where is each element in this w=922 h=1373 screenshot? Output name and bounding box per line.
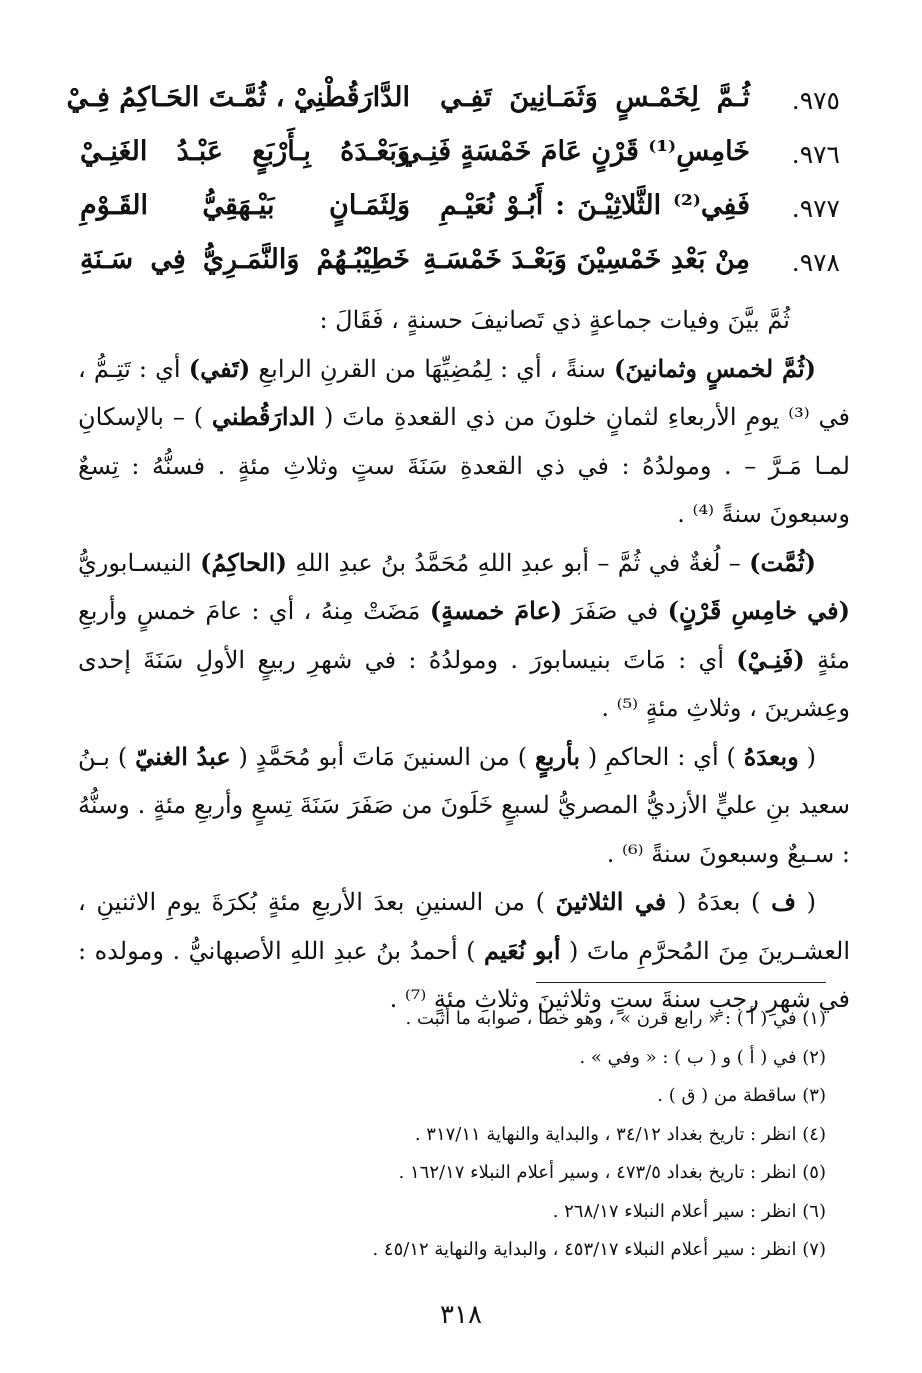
verse-number: ٩٧٥. xyxy=(791,86,840,115)
footnote-3: (٣) ساقطة من ( ق ) . xyxy=(657,1085,826,1106)
verse-first-hemistich: مِنْ بَعْدِ خَمْسِيْنَ وَبَعْـدَ خَمْسَـةِ xyxy=(423,244,750,275)
verse-quote: أبو نُعَيم xyxy=(484,935,561,965)
commentary-paragraph xyxy=(78,539,850,733)
verse-quote: (ثُمَّت) xyxy=(749,547,817,577)
verse-first-hemistich: خَامِسِ⁽¹⁾ قَرْنٍ عَامَ خَمْسَةٍ فَنِـي xyxy=(399,136,750,167)
verse-977 xyxy=(70,190,840,240)
verse-number: ٩٧٨. xyxy=(791,248,840,277)
footnote-1: (١) في ( أ ) : « رابع قرن » ، وهو خطأ ، صوابه ما أثبت . xyxy=(405,1008,826,1029)
page-number: ٣١٨ xyxy=(440,1300,482,1330)
footnote-7: (٧) انظر : سير أعلام النبلاء ٤٥٣/١٧ ، والبداية والنهاية ٤٥/١٢ . xyxy=(372,1239,826,1260)
commentary-run: ( xyxy=(795,888,816,916)
footnotes-list xyxy=(146,1000,826,1270)
verse-quote: ف xyxy=(771,887,796,916)
footnote-5: (٥) انظر : تاريخ بغداد ٤٧٣/٥ ، وسير أعلام النبلاء ١٦٢/١٧ . xyxy=(398,1162,826,1183)
verse-first-hemistich: ثُـمَّ لِخَمْـسٍ وَثَمَـانِينَ تَفِـي xyxy=(440,82,750,113)
verse-976 xyxy=(70,136,840,186)
commentary-run: النيسـابوريُّ xyxy=(78,548,201,577)
commentary-run: مَضَتْ مِنهُ ، أي : عامَ خمسٍ وأربعِ مئةٍ xyxy=(78,597,850,674)
verse-quote: (فَنِـيْ) xyxy=(736,644,805,674)
verse-quote: وبعدَهُ xyxy=(743,741,799,771)
verse-quote: عبدُ الغنيّ xyxy=(135,741,231,771)
commentary-paragraph xyxy=(78,345,850,539)
verse-second-hemistich: وَلِثَمَـانٍ بَيْـهَقِيُّ القَـوْمِ xyxy=(80,190,410,221)
verse-second-hemistich: وَبَعْـدَهُ بِـأَرْبَعٍ عَبْـدُ الغَنِـيْ xyxy=(80,136,410,167)
verse-975 xyxy=(66,82,840,132)
footnote-6: (٦) انظر : سير أعلام النبلاء ٢٦٨/١٧ . xyxy=(552,1200,826,1222)
commentary-run: – لُغةٌ في ثُمَّ – أبو عبدِ اللهِ مُحَمَّدُ بنُ عبدِ اللهِ xyxy=(286,548,750,577)
verse-quote: (الحاكِمُ) xyxy=(200,547,287,577)
commentary-run: في صَفَرَ xyxy=(562,597,668,625)
verse-quote: في الثلاثينَ xyxy=(555,887,667,916)
verse-second-hemistich: الدَّارَقُطْنِيْ ، ثُمَّـتَ الحَـاكِمُ فِـيْ xyxy=(66,82,410,113)
commentary-run: ) من السنينِ بعدَ الأربعِ مئةٍ بُكرَةَ يومِ الاثنينِ ، العشـرينَ مِنَ المُحرَّمِ ماتَ ( xyxy=(78,888,850,965)
footnote-divider xyxy=(536,982,826,983)
commentary-run: سنةً ، أي : لِمُضِيِّهَا من القرنِ الرابعِ xyxy=(250,354,614,383)
commentary-run: أي : تَتِـمُّ ، في ⁽³⁾ يومِ الأربعاءِ لثمانٍ خلونَ من ذي القعدةِ ماتَ ( xyxy=(78,354,851,431)
verse-first-hemistich: فَفِي⁽²⁾ الثَّلاثِيْـنَ : أَبُـوْ نُعَيْـمِ xyxy=(440,190,750,221)
footnote-2: (٢) في ( أ ) و ( ب ) : « وفي » . xyxy=(579,1046,826,1068)
verse-number: ٩٧٦. xyxy=(791,140,840,169)
commentary-run: ) أي : الحاكمِ ( xyxy=(580,742,744,771)
verse-quote: (ثُمَّ لخمسٍ وثمانينَ) xyxy=(614,353,816,383)
commentary-run: أي : مَاتَ بنيسابورَ . ومولدُهُ : في شهرِ ربيعٍ الأولِ سَنَةَ إحدى وعِشرينَ ، وثلاثِ مئةٍ ⁽⁵⁾ . xyxy=(78,645,850,722)
verse-second-hemistich: خَطِيْبُـهُمْ وَالنَّمَـرِيُّ فِي سَـنَةِ xyxy=(80,244,410,275)
commentary-run: ) بـنُ سعيد بنِ عليٍّ الأزديُّ المصريُّ لسبعٍ خَلَونَ من صَفَرَ سَنَةَ تِسعٍ وأربعِ مئةٍ . وسنُّهُ : سـبعٌ وسبعونَ سنةً ⁽⁶⁾ . xyxy=(78,742,850,868)
commentary-run: ) أحمدُ بنُ عبدِ اللهِ الأصبهانيُّ . ومولده : في شهرِ رجبٍ سنةَ ستٍ وثلاثينَ وثلاثِ مئةٍ ⁽⁷⁾ . xyxy=(78,936,850,1013)
commentary-paragraph: ثُمَّ بيَّنَ وفيات جماعةٍ ذي تَصانيفَ حسنةٍ ، فَقَالَ : xyxy=(319,306,790,334)
footnote-4: (٤) انظر : تاريخ بغداد ٣٤/١٢ ، والبداية والنهاية ٣١٧/١١ . xyxy=(414,1123,826,1145)
verse-quote: (عامَ خمسةٍ) xyxy=(429,596,563,625)
verse-quote: (في خامِسِ قَرْنٍ) xyxy=(667,596,851,625)
commentary-text xyxy=(78,296,850,1024)
verse-978 xyxy=(70,244,840,294)
verse-quote: بأربعٍ xyxy=(534,741,581,771)
commentary-run: ) بعدَهُ ( xyxy=(666,888,772,916)
commentary-run: ( xyxy=(798,742,816,771)
commentary-run: ) – بالإسكانِ لمـا مَـرَّ – . ومولدُهُ : في ذي القعدةِ سَنَةَ ستٍ وثلاثِ مئةٍ . فسنُّهُ : تِسعٌ وسبعونَ سنةً ⁽⁴⁾ . xyxy=(78,403,850,528)
verse-number: ٩٧٧. xyxy=(791,194,840,223)
commentary-paragraph xyxy=(78,733,850,879)
verse-quote: (تَفي) xyxy=(188,353,251,383)
commentary-run: ) من السنينَ مَاتَ أبو مُحَمَّدٍ ( xyxy=(230,742,535,771)
verse-quote: الدارَقُطني xyxy=(211,402,316,431)
